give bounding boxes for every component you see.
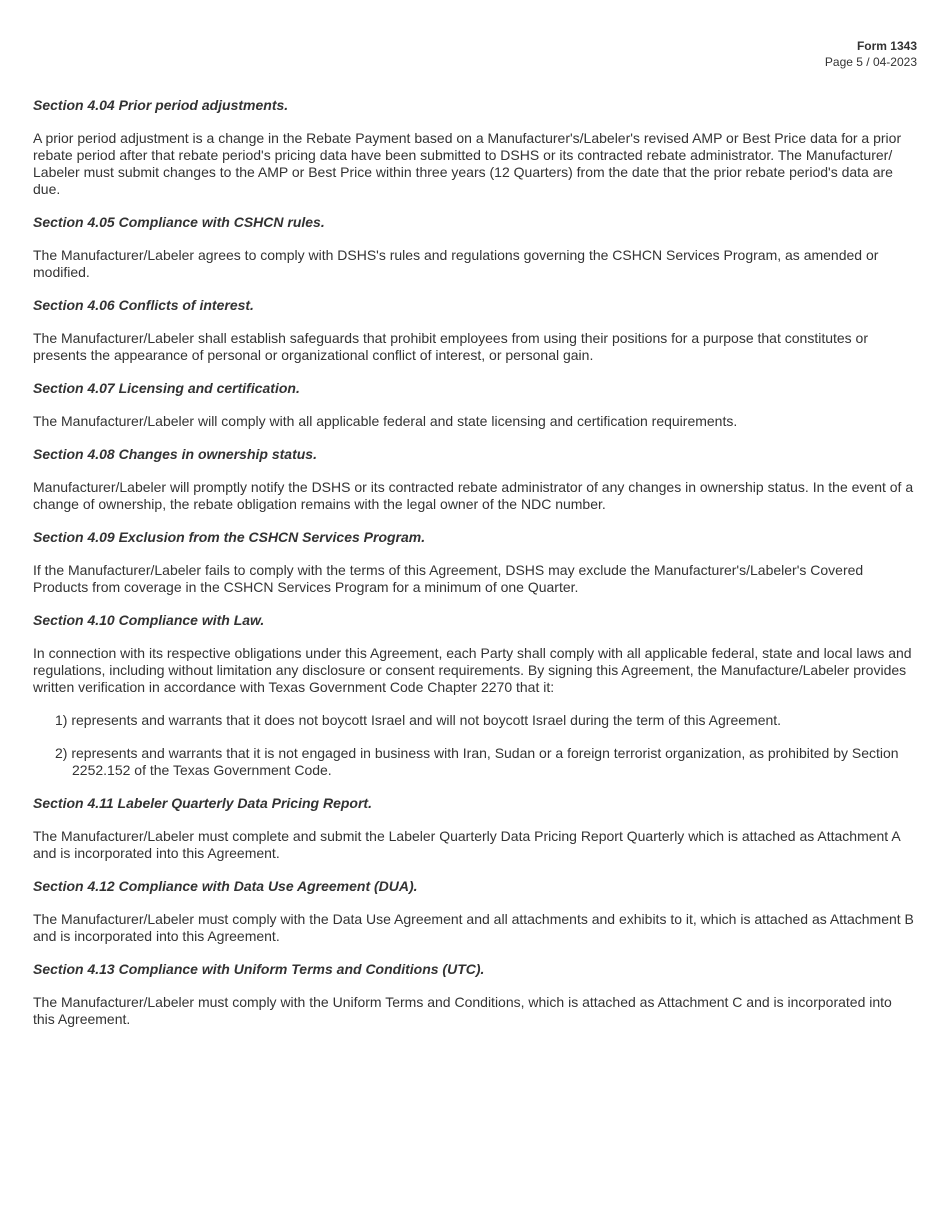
- section-heading-4-12: Section 4.12 Compliance with Data Use Agreement (DUA).: [33, 878, 418, 894]
- section-paragraph: The Manufacturer/Labeler must comply with the Data Use Agreement and all attachments and exhibits to it, which is attached as Attachment B and is incorporated into this Agreement.: [33, 911, 914, 944]
- document-body: [33, 97, 915, 1044]
- list-item: 2) represents and warrants that it is not engaged in business with Iran, Sudan or a foreign terrorist organization, as prohibited by Section 2252.152 of the Texas Government Code.: [55, 745, 899, 778]
- section-heading-4-08: Section 4.08 Changes in ownership status.: [33, 446, 317, 462]
- section-paragraph: Manufacturer/Labeler will promptly notify the DSHS or its contracted rebate administrator of any changes in ownership status. In the event of a change of ownership, the rebate obligation remains with the legal owner of the NDC number.: [33, 479, 914, 512]
- section-heading-4-11: Section 4.11 Labeler Quarterly Data Pricing Report.: [33, 795, 372, 811]
- page-header: [825, 38, 917, 70]
- section-paragraph: If the Manufacturer/Labeler fails to comply with the terms of this Agreement, DSHS may exclude the Manufacturer's/Labeler's Covered Products from coverage in the CSHCN Services Program for a minimum of one Quarter.: [33, 562, 864, 595]
- section-heading-4-10: Section 4.10 Compliance with Law.: [33, 612, 265, 628]
- page-info: Page 5 / 04-2023: [824, 55, 917, 69]
- section-paragraph: The Manufacturer/Labeler must comply with the Uniform Terms and Conditions, which is attached as Attachment C and is incorporated into this Agreement.: [33, 994, 892, 1027]
- section-paragraph: The Manufacturer/Labeler shall establish safeguards that prohibit employees from using their positions for a purpose that constitutes or presents the appearance of personal or organizational conflict of interest, or personal gain.: [33, 330, 869, 363]
- section-heading-4-09: Section 4.09 Exclusion from the CSHCN Services Program.: [33, 529, 426, 545]
- section-heading-4-04: Section 4.04 Prior period adjustments.: [33, 97, 289, 113]
- section-paragraph: The Manufacturer/Labeler will comply with all applicable federal and state licensing and certification requirements.: [33, 413, 738, 429]
- form-number: Form 1343: [856, 39, 917, 53]
- section-paragraph: The Manufacturer/Labeler must complete and submit the Labeler Quarterly Data Pricing Report Quarterly which is attached as Attachment A and is incorporated into this Agreement.: [33, 828, 900, 861]
- section-paragraph: A prior period adjustment is a change in the Rebate Payment based on a Manufacturer's/Labeler's revised AMP or Best Price data for a prior rebate period after that rebate period's pricing data have been submitted to DSHS or its contracted rebate administrator. The Manufacturer/ Labeler must submit changes to the AMP or Best Price within three years (12 Quarters) from the date that the prior rebate period's data are due.: [33, 130, 902, 197]
- section-heading-4-07: Section 4.07 Licensing and certification.: [33, 380, 300, 396]
- list-item: 1) represents and warrants that it does not boycott Israel and will not boycott Israel during the term of this Agreement.: [55, 712, 782, 728]
- section-heading-4-13: Section 4.13 Compliance with Uniform Terms and Conditions (UTC).: [33, 961, 485, 977]
- section-paragraph: The Manufacturer/Labeler agrees to comply with DSHS's rules and regulations governing the CSHCN Services Program, as amended or modified.: [33, 247, 879, 280]
- section-heading-4-05: Section 4.05 Compliance with CSHCN rules.: [33, 214, 325, 230]
- section-paragraph: In connection with its respective obligations under this Agreement, each Party shall comply with all applicable federal, state and local laws and regulations, including without limitation any disclosure or consent requirements. By signing this Agreement, the Manufacture/Labeler provides written verification in accordance with Texas Government Code Chapter 2270 that it:: [33, 645, 912, 695]
- section-heading-4-06: Section 4.06 Conflicts of interest.: [33, 297, 254, 313]
